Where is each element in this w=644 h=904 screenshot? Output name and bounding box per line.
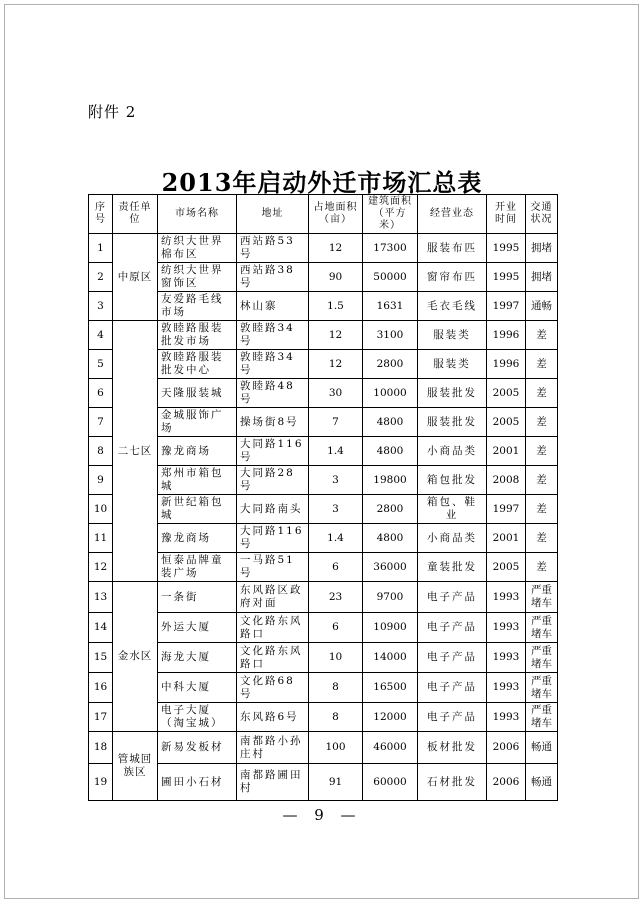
row-number-cell: 4 (89, 321, 113, 350)
land-area-cell: 12 (309, 234, 363, 263)
table-row (89, 321, 558, 350)
header-cell: 开业时间 (487, 195, 526, 234)
header-cell: 建筑面积（平方米） (363, 195, 418, 234)
business-type-cell: 服装布匹 (418, 234, 487, 263)
traffic-status-cell: 严重堵车 (526, 613, 558, 643)
business-type-cell: 毛衣毛线 (418, 292, 487, 321)
market-name-cell: 电子大厦（淘宝城） (158, 703, 237, 732)
opening-year-cell: 2005 (487, 379, 526, 408)
traffic-status-cell: 通畅 (526, 292, 558, 321)
traffic-status-cell: 差 (526, 437, 558, 466)
building-area-cell: 50000 (363, 263, 418, 292)
business-type-cell: 服装类 (418, 350, 487, 379)
attachment-label: 附件 2 (88, 103, 137, 121)
business-type-cell: 板材批发 (418, 732, 487, 764)
address-cell: 大同路116号 (237, 524, 309, 553)
header-cell: 责任单位 (113, 195, 158, 234)
opening-year-cell: 1997 (487, 292, 526, 321)
building-area-cell: 14000 (363, 643, 418, 673)
building-area-cell: 9700 (363, 582, 418, 613)
building-area-cell: 36000 (363, 553, 418, 582)
traffic-status-cell: 差 (526, 524, 558, 553)
table-row (89, 466, 558, 495)
opening-year-cell: 2006 (487, 764, 526, 801)
traffic-status-cell: 严重堵车 (526, 673, 558, 703)
row-number-cell: 15 (89, 643, 113, 673)
row-number-cell: 1 (89, 234, 113, 263)
land-area-cell: 12 (309, 321, 363, 350)
table-row (89, 350, 558, 379)
address-cell: 一马路51号 (237, 553, 309, 582)
address-cell: 大同路116号 (237, 437, 309, 466)
row-number-cell: 14 (89, 613, 113, 643)
market-name-cell: 金城服饰广场 (158, 408, 237, 437)
address-cell: 大同路28号 (237, 466, 309, 495)
market-name-cell: 豫龙商场 (158, 524, 237, 553)
table-row (89, 613, 558, 643)
building-area-cell: 4800 (363, 408, 418, 437)
land-area-cell: 10 (309, 643, 363, 673)
building-area-cell: 60000 (363, 764, 418, 801)
market-name-cell: 纺织大世界窗饰区 (158, 263, 237, 292)
address-cell: 南都路小孙庄村 (237, 732, 309, 764)
row-number-cell: 9 (89, 466, 113, 495)
land-area-cell: 1.4 (309, 437, 363, 466)
row-number-cell: 19 (89, 764, 113, 801)
header-cell: 交通状况 (526, 195, 558, 234)
row-number-cell: 6 (89, 379, 113, 408)
market-name-cell: 中科大厦 (158, 673, 237, 703)
building-area-cell: 2800 (363, 495, 418, 524)
opening-year-cell: 1993 (487, 673, 526, 703)
market-name-cell: 一条街 (158, 582, 237, 613)
land-area-cell: 91 (309, 764, 363, 801)
land-area-cell: 3 (309, 495, 363, 524)
land-area-cell: 30 (309, 379, 363, 408)
market-name-cell: 天隆服装城 (158, 379, 237, 408)
market-summary-table (88, 194, 558, 801)
opening-year-cell: 1995 (487, 263, 526, 292)
row-number-cell: 2 (89, 263, 113, 292)
opening-year-cell: 1993 (487, 613, 526, 643)
business-type-cell: 电子产品 (418, 582, 487, 613)
traffic-status-cell: 严重堵车 (526, 582, 558, 613)
page-title: 2013年启动外迁市场汇总表 (161, 168, 483, 197)
responsible-unit-cell: 管城回族区 (113, 732, 158, 801)
market-name-cell: 新世纪箱包城 (158, 495, 237, 524)
header-cell: 地址 (237, 195, 309, 234)
table-row (89, 673, 558, 703)
table-row (89, 263, 558, 292)
land-area-cell: 90 (309, 263, 363, 292)
land-area-cell: 12 (309, 350, 363, 379)
address-cell: 敦睦路34号 (237, 321, 309, 350)
row-number-cell: 10 (89, 495, 113, 524)
market-name-cell: 郑州市箱包城 (158, 466, 237, 495)
opening-year-cell: 2006 (487, 732, 526, 764)
opening-year-cell: 1993 (487, 643, 526, 673)
row-number-cell: 18 (89, 732, 113, 764)
opening-year-cell: 1993 (487, 582, 526, 613)
address-cell: 大同路南头 (237, 495, 309, 524)
opening-year-cell: 1996 (487, 321, 526, 350)
opening-year-cell: 2001 (487, 524, 526, 553)
building-area-cell: 10000 (363, 379, 418, 408)
business-type-cell: 服装批发 (418, 408, 487, 437)
market-name-cell: 海龙大厦 (158, 643, 237, 673)
business-type-cell: 电子产品 (418, 643, 487, 673)
responsible-unit-cell: 金水区 (113, 582, 158, 732)
traffic-status-cell: 严重堵车 (526, 703, 558, 732)
row-number-cell: 7 (89, 408, 113, 437)
market-name-cell: 友爱路毛线市场 (158, 292, 237, 321)
business-type-cell: 童装批发 (418, 553, 487, 582)
table-header-row (89, 195, 558, 234)
land-area-cell: 1.5 (309, 292, 363, 321)
land-area-cell: 6 (309, 613, 363, 643)
land-area-cell: 6 (309, 553, 363, 582)
page-number: — 9 — (282, 806, 362, 824)
address-cell: 南都路圃田村 (237, 764, 309, 801)
business-type-cell: 电子产品 (418, 703, 487, 732)
land-area-cell: 7 (309, 408, 363, 437)
row-number-cell: 12 (89, 553, 113, 582)
table-row (89, 703, 558, 732)
business-type-cell: 箱包、鞋业 (418, 495, 487, 524)
responsible-unit-cell: 二七区 (113, 321, 158, 582)
traffic-status-cell: 拥堵 (526, 263, 558, 292)
land-area-cell: 23 (309, 582, 363, 613)
land-area-cell: 8 (309, 703, 363, 732)
land-area-cell: 8 (309, 673, 363, 703)
table-row (89, 437, 558, 466)
row-number-cell: 17 (89, 703, 113, 732)
traffic-status-cell: 差 (526, 408, 558, 437)
market-name-cell: 豫龙商场 (158, 437, 237, 466)
market-name-cell: 新易发板材 (158, 732, 237, 764)
address-cell: 西站路53号 (237, 234, 309, 263)
table-body (89, 234, 558, 801)
traffic-status-cell: 差 (526, 466, 558, 495)
header-cell: 经营业态 (418, 195, 487, 234)
market-name-cell: 纺织大世界棉布区 (158, 234, 237, 263)
table-row (89, 408, 558, 437)
business-type-cell: 服装类 (418, 321, 487, 350)
market-name-cell: 敦睦路服装批发市场 (158, 321, 237, 350)
table-row (89, 732, 558, 764)
building-area-cell: 2800 (363, 350, 418, 379)
traffic-status-cell: 差 (526, 321, 558, 350)
row-number-cell: 3 (89, 292, 113, 321)
traffic-status-cell: 严重堵车 (526, 643, 558, 673)
building-area-cell: 3100 (363, 321, 418, 350)
opening-year-cell: 1997 (487, 495, 526, 524)
traffic-status-cell: 畅通 (526, 764, 558, 801)
header-cell: 序号 (89, 195, 113, 234)
address-cell: 东风路6号 (237, 703, 309, 732)
row-number-cell: 13 (89, 582, 113, 613)
address-cell: 文化路东风路口 (237, 643, 309, 673)
traffic-status-cell: 差 (526, 350, 558, 379)
business-type-cell: 石材批发 (418, 764, 487, 801)
building-area-cell: 19800 (363, 466, 418, 495)
land-area-cell: 3 (309, 466, 363, 495)
building-area-cell: 4800 (363, 437, 418, 466)
business-type-cell: 电子产品 (418, 613, 487, 643)
business-type-cell: 窗帘布匹 (418, 263, 487, 292)
business-type-cell: 箱包批发 (418, 466, 487, 495)
building-area-cell: 17300 (363, 234, 418, 263)
land-area-cell: 100 (309, 732, 363, 764)
table-row (89, 234, 558, 263)
opening-year-cell: 1996 (487, 350, 526, 379)
table-row (89, 292, 558, 321)
market-name-cell: 敦睦路服装批发中心 (158, 350, 237, 379)
traffic-status-cell: 差 (526, 495, 558, 524)
address-cell: 东风路区政府对面 (237, 582, 309, 613)
opening-year-cell: 2005 (487, 553, 526, 582)
traffic-status-cell: 差 (526, 553, 558, 582)
address-cell: 敦睦路34号 (237, 350, 309, 379)
row-number-cell: 16 (89, 673, 113, 703)
responsible-unit-cell: 中原区 (113, 234, 158, 321)
traffic-status-cell: 差 (526, 379, 558, 408)
table-row (89, 524, 558, 553)
traffic-status-cell: 拥堵 (526, 234, 558, 263)
table-row (89, 764, 558, 801)
building-area-cell: 4800 (363, 524, 418, 553)
address-cell: 敦睦路48号 (237, 379, 309, 408)
header-cell: 市场名称 (158, 195, 237, 234)
market-name-cell: 圃田小石材 (158, 764, 237, 801)
table-row (89, 553, 558, 582)
address-cell: 西站路38号 (237, 263, 309, 292)
building-area-cell: 10900 (363, 613, 418, 643)
table-row (89, 495, 558, 524)
address-cell: 文化路东风路口 (237, 613, 309, 643)
opening-year-cell: 1993 (487, 703, 526, 732)
market-name-cell: 外运大厦 (158, 613, 237, 643)
address-cell: 林山寨 (237, 292, 309, 321)
address-cell: 操场街8号 (237, 408, 309, 437)
opening-year-cell: 2008 (487, 466, 526, 495)
opening-year-cell: 2005 (487, 408, 526, 437)
building-area-cell: 1631 (363, 292, 418, 321)
row-number-cell: 5 (89, 350, 113, 379)
traffic-status-cell: 畅通 (526, 732, 558, 764)
row-number-cell: 11 (89, 524, 113, 553)
business-type-cell: 电子产品 (418, 673, 487, 703)
building-area-cell: 46000 (363, 732, 418, 764)
building-area-cell: 16500 (363, 673, 418, 703)
opening-year-cell: 1995 (487, 234, 526, 263)
table-row (89, 379, 558, 408)
table-row (89, 643, 558, 673)
header-cell: 占地面积（亩） (309, 195, 363, 234)
table-row (89, 582, 558, 613)
building-area-cell: 12000 (363, 703, 418, 732)
land-area-cell: 1.4 (309, 524, 363, 553)
business-type-cell: 小商品类 (418, 524, 487, 553)
business-type-cell: 服装批发 (418, 379, 487, 408)
row-number-cell: 8 (89, 437, 113, 466)
business-type-cell: 小商品类 (418, 437, 487, 466)
market-name-cell: 恒泰品牌童装广场 (158, 553, 237, 582)
opening-year-cell: 2001 (487, 437, 526, 466)
address-cell: 文化路68号 (237, 673, 309, 703)
